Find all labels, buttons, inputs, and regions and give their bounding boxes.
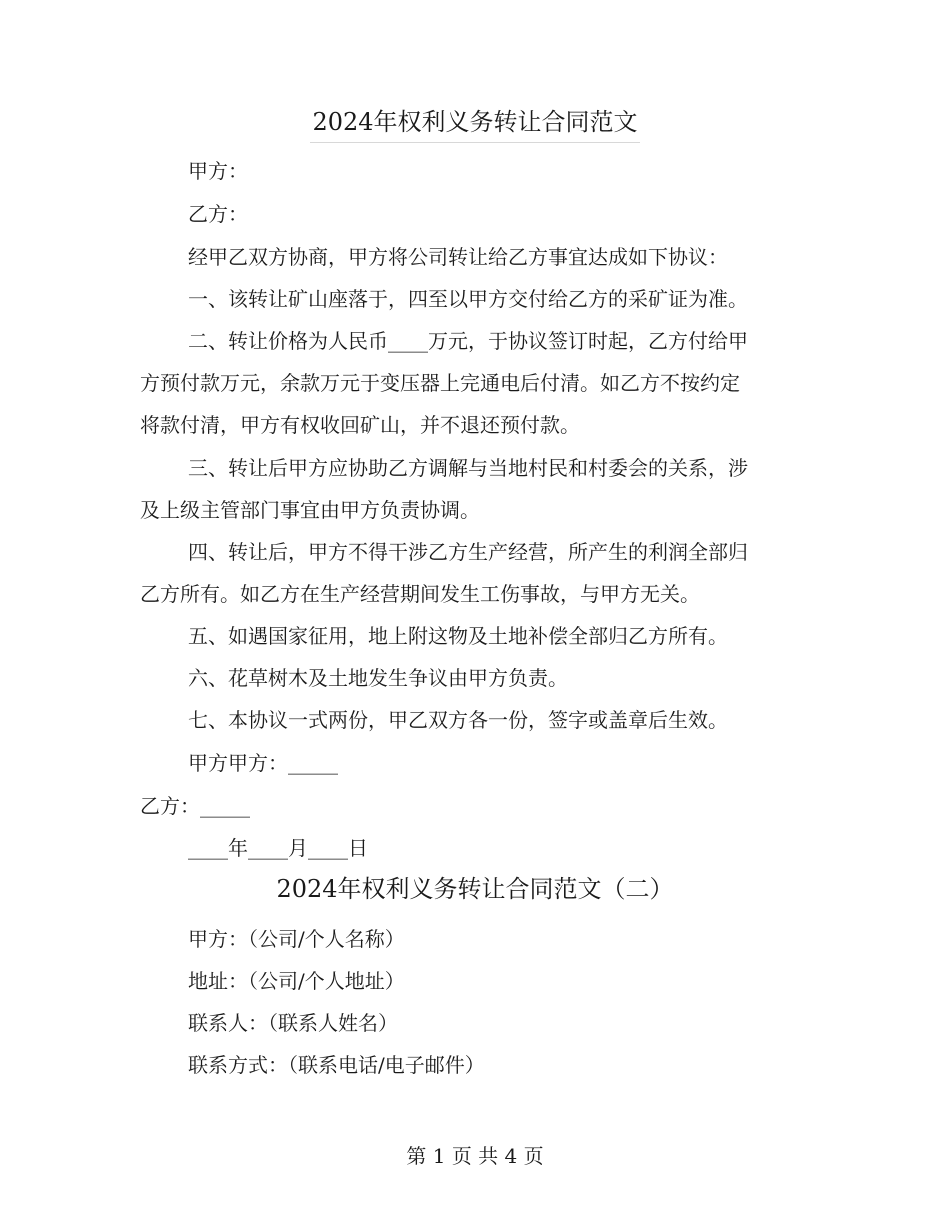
clause-3-line-1: 三、转让后甲方应协助乙方调解与当地村民和村委会的关系，涉 (188, 456, 748, 480)
doc2-contact-person: 联系人：（联系人姓名） (188, 1011, 398, 1035)
clause-2-line-1: 二、转让价格为人民币____万元，于协议签订时起，乙方付给甲 (188, 329, 748, 353)
party-b-label: 乙方： (188, 202, 248, 226)
clause-6: 六、花草树木及土地发生争议由甲方负责。 (188, 666, 568, 690)
title-underline (310, 142, 640, 143)
intro-paragraph: 经甲乙双方协商，甲方将公司转让给乙方事宜达成如下协议： (188, 245, 728, 269)
clause-3-line-2: 及上级主管部门事宜由甲方负责协调。 (140, 498, 480, 522)
signature-party-a: 甲方甲方：_____ (188, 751, 338, 775)
signature-party-b: 乙方：_____ (140, 794, 250, 818)
clause-5: 五、如遇国家征用，地上附这物及土地补偿全部归乙方所有。 (188, 624, 728, 648)
party-a-label: 甲方： (188, 159, 248, 183)
document-title: 2024年权利义务转让合同范文 (312, 108, 638, 136)
clause-1: 一、该转让矿山座落于，四至以甲方交付给乙方的采矿证为准。 (188, 287, 748, 311)
signature-date: ____年____月____日 (188, 836, 368, 860)
doc2-address: 地址：（公司/个人地址） (188, 969, 405, 993)
clause-7: 七、本协议一式两份，甲乙双方各一份，签字或盖章后生效。 (188, 708, 728, 732)
document-2-title: 2024年权利义务转让合同范文（二） (276, 875, 674, 903)
clause-2-line-3: 将款付清，甲方有权收回矿山，并不退还预付款。 (140, 413, 580, 437)
page-number: 第 1 页 共 4 页 (406, 1144, 544, 1168)
doc2-contact-method: 联系方式：（联系电话/电子邮件） (188, 1053, 485, 1077)
doc2-party-a: 甲方：（公司/个人名称） (188, 927, 405, 951)
clause-2-line-2: 方预付款万元，余款万元于变压器上完通电后付清。如乙方不按约定 (140, 371, 740, 395)
clause-4-line-1: 四、转让后，甲方不得干涉乙方生产经营，所产生的利润全部归 (188, 540, 748, 564)
clause-4-line-2: 乙方所有。如乙方在生产经营期间发生工伤事故，与甲方无关。 (140, 582, 700, 606)
